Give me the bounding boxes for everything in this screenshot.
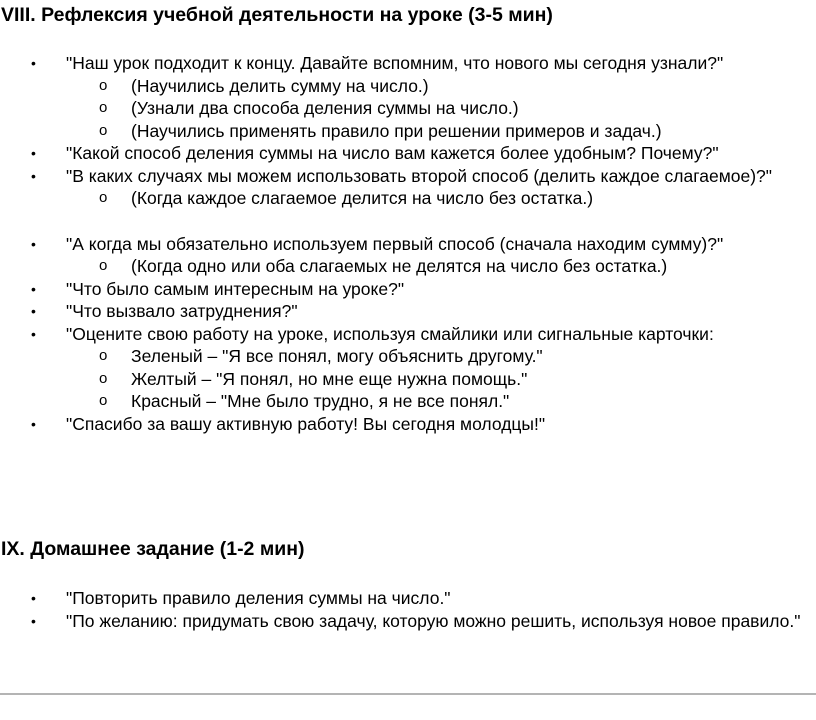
sub-list-item xyxy=(0,97,816,120)
sub-item-text: Желтый – "Я понял, но мне еще нужна помощь." xyxy=(131,368,528,389)
sub-bullet-icon: o xyxy=(99,369,108,387)
horizontal-rule xyxy=(0,693,816,695)
sub-item-text: (Научились делить сумму на число.) xyxy=(131,75,429,96)
item-text: "В каких случаях мы можем использовать второй способ (делить каждое слагаемое)?" xyxy=(66,165,772,186)
sub-list-item xyxy=(0,345,816,368)
item-text: "Что вызвало затруднения?" xyxy=(66,301,298,321)
bullet-icon: • xyxy=(31,612,36,629)
bullet-icon: • xyxy=(31,303,36,319)
bullet-icon: • xyxy=(31,145,36,161)
sub-item-text: Зеленый – "Я все понял, могу объяснить другому." xyxy=(131,346,543,366)
sub-item-text: (Научились применять правило при решении примеров и задач.) xyxy=(131,120,662,141)
bullet-icon: • xyxy=(31,280,36,297)
list-item xyxy=(0,233,816,256)
item-text: "Повторить правило деления суммы на число." xyxy=(66,588,451,608)
sub-item-text: (Когда каждое слагаемое делится на число без остатка.) xyxy=(131,188,594,208)
section-8-list xyxy=(0,52,816,435)
bullet-icon: • xyxy=(31,325,36,342)
section-9-heading: IX. Домашнее задание (1-2 мин) xyxy=(1,538,305,560)
list-item xyxy=(0,587,816,610)
list-item xyxy=(0,300,816,323)
bullet-icon: • xyxy=(31,590,36,606)
list-item xyxy=(0,142,816,165)
list-item xyxy=(0,413,816,436)
item-text: "Какой способ деления суммы на число вам кажется более удобным? Почему?" xyxy=(66,143,719,163)
list-item xyxy=(0,165,816,188)
sub-list-item xyxy=(0,187,816,210)
item-text: "А когда мы обязательно используем первый способ (сначала находим сумму)?" xyxy=(66,233,724,254)
sub-bullet-icon: o xyxy=(99,392,108,409)
sub-bullet-icon: o xyxy=(99,99,108,116)
sub-bullet-icon: o xyxy=(99,189,108,206)
sub-item-text: (Узнали два способа деления суммы на число.) xyxy=(131,98,519,118)
section-9-list xyxy=(0,587,816,632)
sub-bullet-icon: o xyxy=(99,76,108,94)
item-text: "Наш урок подходит к концу. Давайте вспомним, что нового мы сегодня узнали?" xyxy=(66,53,724,73)
list-item xyxy=(0,278,816,301)
sub-bullet-icon: o xyxy=(99,121,108,139)
bullet-icon: • xyxy=(31,415,36,432)
bullet-icon: • xyxy=(31,235,36,252)
section-8-heading: VIII. Рефлексия учебной деятельности на уроке (3-5 мин) xyxy=(1,4,553,26)
list-item xyxy=(0,610,816,633)
item-text: "Что было самым интересным на уроке?" xyxy=(66,278,405,299)
sub-list-item xyxy=(0,75,816,98)
sub-list-item xyxy=(0,255,816,278)
item-text: "Оцените свою работу на уроке, используя смайлики или сигнальные карточки: xyxy=(66,323,714,344)
sub-bullet-icon: o xyxy=(99,347,108,364)
list-item xyxy=(0,52,816,75)
sub-list-item xyxy=(0,390,816,413)
bullet-icon: • xyxy=(31,55,36,71)
sub-item-text: (Когда одно или оба слагаемых не делятся на число без остатка.) xyxy=(131,256,668,276)
item-text: "По желанию: придумать свою задачу, которую можно решить, используя новое правило." xyxy=(66,610,801,631)
list-item xyxy=(0,323,816,346)
item-text: "Спасибо за вашу активную работу! Вы сегодня молодцы!" xyxy=(66,413,546,434)
sub-bullet-icon: o xyxy=(99,257,108,274)
sub-item-text: Красный – "Мне было трудно, я не все понял." xyxy=(131,391,510,411)
sub-list-item xyxy=(0,120,816,143)
sub-list-item xyxy=(0,368,816,391)
spacer xyxy=(0,210,816,233)
bullet-icon: • xyxy=(31,167,36,184)
